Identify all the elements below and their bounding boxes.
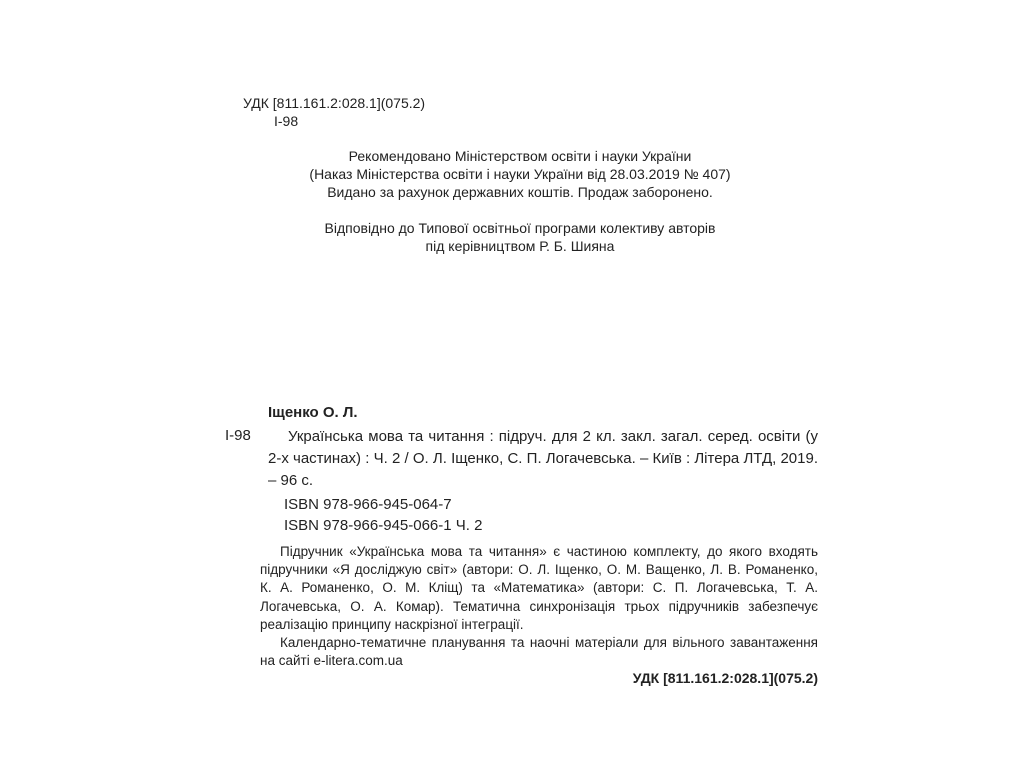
bibliographic-author-mark: І-98: [225, 427, 251, 444]
funding-line: Видано за рахунок державних коштів. Продаж заборонено.: [327, 184, 713, 200]
recommendation-block: [230, 147, 810, 201]
author-mark-top: І-98: [274, 113, 299, 129]
bibliographic-author: Іщенко О. Л.: [268, 404, 358, 421]
isbn-set: ISBN 978-966-945-064-7: [284, 496, 452, 513]
udk-code-top: УДК [811.161.2:028.1](075.2): [243, 95, 426, 111]
program-line: Відповідно до Типової освітньої програми колективу авторів: [324, 220, 716, 236]
bibliographic-description: Українська мова та читання : підруч. для 2 кл. закл. загал. серед. освіти (у 2-х частинах) : Ч. 2 / О. Л. Іщенко, С. П. Логачевська. – Київ : Літера ЛТД, 2019. – 96 с.: [268, 428, 818, 489]
recommendation-line: Рекомендовано Міністерством освіти і науки України: [348, 148, 692, 164]
isbn-part: ISBN 978-966-945-066-1 Ч. 2: [284, 517, 483, 534]
annotation-paragraph: Підручник «Українська мова та читання» є частиною комплекту, до якого входять підручники «Я досліджую світ» (автори: О. Л. Іщенко, О. М. Ващенко, Л. В. Романенко, К. А. Романенко, О. М. Кліщ) та «Математика» (автори: С. П. Логачевська, Т. А. Логачевська, О. А. Комар). Тематична синхронізація трьох підручників забезпечує реалізацію принципу наскрізної інтеграції.: [260, 544, 818, 632]
program-supervisor-line: під керівництвом Р. Б. Шияна: [425, 238, 615, 254]
order-line: (Наказ Міністерства освіти і науки України від 28.03.2019 № 407): [309, 166, 731, 182]
annotation-download-note: Календарно-тематичне планування та наочні матеріали для вільного завантаження на сайті e-litera.com.ua: [260, 635, 818, 669]
program-block: [230, 219, 810, 255]
udk-code-bottom: УДК [811.161.2:028.1](075.2): [632, 670, 818, 686]
